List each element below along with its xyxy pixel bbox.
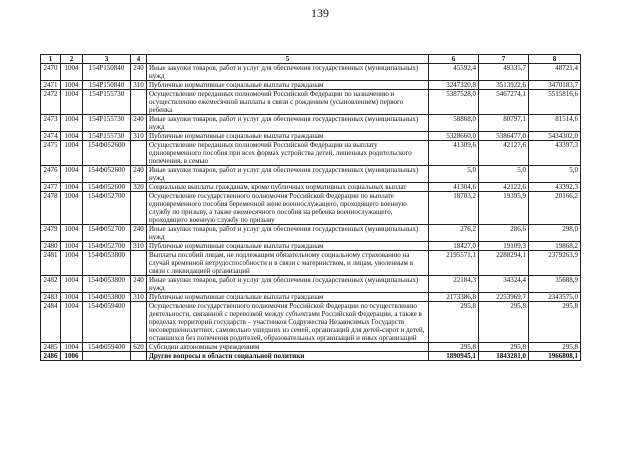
value-col7: 19109,3 xyxy=(479,242,529,251)
table-row xyxy=(41,64,581,81)
section-code: 1004 xyxy=(61,276,83,293)
value-col8: 295,8 xyxy=(529,343,581,352)
target-code: 154Р150840 xyxy=(83,64,131,81)
row-number: 2476 xyxy=(41,166,61,183)
value-col6: 22184,3 xyxy=(429,276,479,293)
target-code: 154Ф052700 xyxy=(83,192,131,225)
expense-type: 310 xyxy=(131,293,147,302)
description: Осуществление государственного полномочия Российской Федерации по осуществлению деятельности, связанной с перевозкой между субъектами Российской Федерации, а также в пределах территорий государств – участников Содружества Независимых Государств несовершеннолетних, самовольно ушедших из семей, организаций для детей-сирот и детей, оставшихся без попечения родителей, образовательных организаций и иных организаций xyxy=(147,302,429,343)
value-col7: 49335,7 xyxy=(479,64,529,81)
expense-type xyxy=(131,251,147,276)
expense-type xyxy=(131,352,147,361)
row-number: 2470 xyxy=(41,64,61,81)
row-number: 2477 xyxy=(41,183,61,192)
value-col8: 43397,3 xyxy=(529,141,581,166)
target-code: 154Ф052600 xyxy=(83,166,131,183)
section-code: 1004 xyxy=(61,343,83,352)
row-number: 2472 xyxy=(41,90,61,115)
value-col7: 5386477,0 xyxy=(479,132,529,141)
value-col8: 295,8 xyxy=(529,302,581,343)
target-code: 154Р150840 xyxy=(83,81,131,90)
value-col7: 42122,6 xyxy=(479,183,529,192)
description: Публичные нормативные социальные выплаты гражданам xyxy=(147,242,429,251)
target-code: 154Ф053800 xyxy=(83,276,131,293)
value-col7: 286,6 xyxy=(479,225,529,242)
row-number: 2483 xyxy=(41,293,61,302)
table-row xyxy=(41,352,581,361)
expense-type: 320 xyxy=(131,183,147,192)
header-cell-1: 1 xyxy=(41,55,61,64)
description: Иные закупки товаров, работ и услуг для обеспечения государственных (муниципальных) нужд xyxy=(147,64,429,81)
value-col6: 45592,4 xyxy=(429,64,479,81)
target-code: 154Р155730 xyxy=(83,90,131,115)
row-number: 2474 xyxy=(41,132,61,141)
table-row xyxy=(41,192,581,225)
table-row xyxy=(41,302,581,343)
row-number: 2473 xyxy=(41,115,61,132)
description: Осуществление переданных полномочий Российской Федерации по назначению и осуществлению ежемесячной выплаты в связи с рождением (усыновлением) первого ребенка xyxy=(147,90,429,115)
description: Публичные нормативные социальные выплаты гражданам xyxy=(147,132,429,141)
section-code: 1004 xyxy=(61,115,83,132)
value-col8: 5515816,6 xyxy=(529,90,581,115)
row-number: 2482 xyxy=(41,276,61,293)
value-col6: 18427,0 xyxy=(429,242,479,251)
section-code: 1004 xyxy=(61,90,83,115)
target-code: 154Ф052700 xyxy=(83,225,131,242)
value-col8: 2379263,9 xyxy=(529,251,581,276)
table-row xyxy=(41,132,581,141)
section-code: 1004 xyxy=(61,242,83,251)
expense-type: 310 xyxy=(131,132,147,141)
section-code: 1004 xyxy=(61,132,83,141)
value-col6: 5,0 xyxy=(429,166,479,183)
row-number: 2485 xyxy=(41,343,61,352)
section-code: 1004 xyxy=(61,293,83,302)
table-row xyxy=(41,166,581,183)
description: Осуществление переданных полномочий Российской Федерации на выплату единовременного пособия при всех формах устройства детей, лишенных родительского попечения, в семью xyxy=(147,141,429,166)
value-col6: 5387528,0 xyxy=(429,90,479,115)
description: Другие вопросы в области социальной политики xyxy=(147,352,429,361)
target-code: 154Р155730 xyxy=(83,132,131,141)
value-col8: 48721,4 xyxy=(529,64,581,81)
value-col8: 298,0 xyxy=(529,225,581,242)
value-col6: 41309,6 xyxy=(429,141,479,166)
row-number: 2475 xyxy=(41,141,61,166)
value-col7: 295,8 xyxy=(479,343,529,352)
section-code: 1004 xyxy=(61,251,83,276)
value-col7: 80797,1 xyxy=(479,115,529,132)
value-col6: 3247320,8 xyxy=(429,81,479,90)
section-code: 1004 xyxy=(61,141,83,166)
value-col7: 295,8 xyxy=(479,302,529,343)
target-code: 154Ф059400 xyxy=(83,302,131,343)
value-col8: 3470183,7 xyxy=(529,81,581,90)
table-row xyxy=(41,293,581,302)
value-col6: 2173386,8 xyxy=(429,293,479,302)
value-col6: 295,8 xyxy=(429,343,479,352)
target-code xyxy=(83,352,131,361)
budget-table xyxy=(40,54,581,361)
description: Осуществление государственного полномочия Российской Федерации по выплате единовременного пособия беременной жене военнослужащего, проходящего военную службу по призыву, а также ежемесячного пособия на ребенка военнослужащего, проходящего военную службу по призыву xyxy=(147,192,429,225)
value-col7: 5467274,1 xyxy=(479,90,529,115)
value-col8: 2343575,0 xyxy=(529,293,581,302)
target-code: 154Ф052600 xyxy=(83,183,131,192)
row-number: 2484 xyxy=(41,302,61,343)
section-code: 1006 xyxy=(61,352,83,361)
table-row xyxy=(41,81,581,90)
description: Публичные нормативные социальные выплаты гражданам xyxy=(147,293,429,302)
header-cell-6: 6 xyxy=(429,55,479,64)
expense-type: 310 xyxy=(131,81,147,90)
row-number: 2481 xyxy=(41,251,61,276)
value-col6: 295,8 xyxy=(429,302,479,343)
section-code: 1004 xyxy=(61,166,83,183)
table-row xyxy=(41,251,581,276)
value-col6: 18703,2 xyxy=(429,192,479,225)
section-code: 1004 xyxy=(61,183,83,192)
target-code: 154Ф052700 xyxy=(83,242,131,251)
header-cell-7: 7 xyxy=(479,55,529,64)
description: Субсидии автономным учреждениям xyxy=(147,343,429,352)
header-cell-2: 2 xyxy=(61,55,83,64)
header-cell-8: 8 xyxy=(529,55,581,64)
table-row xyxy=(41,183,581,192)
description: Публичные нормативные социальные выплаты гражданам xyxy=(147,81,429,90)
header-cell-4: 4 xyxy=(131,55,147,64)
value-col8: 5,0 xyxy=(529,166,581,183)
value-col7: 42127,6 xyxy=(479,141,529,166)
table-row xyxy=(41,225,581,242)
header-cell-5: 5 xyxy=(147,55,429,64)
table-row xyxy=(41,276,581,293)
value-col8: 35688,9 xyxy=(529,276,581,293)
target-code: 154Ф053800 xyxy=(83,251,131,276)
value-col8: 1966808,1 xyxy=(529,352,581,361)
expense-type xyxy=(131,192,147,225)
section-code: 1004 xyxy=(61,192,83,225)
row-number: 2480 xyxy=(41,242,61,251)
section-code: 1004 xyxy=(61,81,83,90)
table-row xyxy=(41,242,581,251)
section-code: 1004 xyxy=(61,302,83,343)
section-code: 1004 xyxy=(61,225,83,242)
value-col7: 34324,4 xyxy=(479,276,529,293)
page-number: 139 xyxy=(311,6,329,20)
table-row xyxy=(41,343,581,352)
value-col6: 1890945,1 xyxy=(429,352,479,361)
row-number: 2486 xyxy=(41,352,61,361)
value-col7: 5,0 xyxy=(479,166,529,183)
expense-type xyxy=(131,302,147,343)
target-code: 154Р155730 xyxy=(83,115,131,132)
expense-type: 240 xyxy=(131,225,147,242)
row-number: 2479 xyxy=(41,225,61,242)
table-row xyxy=(41,141,581,166)
target-code: 154Ф059400 xyxy=(83,343,131,352)
value-col8: 19868,2 xyxy=(529,242,581,251)
description: Иные закупки товаров, работ и услуг для обеспечения государственных (муниципальных) нужд xyxy=(147,115,429,132)
value-col6: 276,2 xyxy=(429,225,479,242)
value-col6: 58868,0 xyxy=(429,115,479,132)
row-number: 2471 xyxy=(41,81,61,90)
header-cell-3: 3 xyxy=(83,55,131,64)
value-col8: 43392,3 xyxy=(529,183,581,192)
expense-type: 310 xyxy=(131,242,147,251)
expense-type: 240 xyxy=(131,276,147,293)
section-code: 1004 xyxy=(61,64,83,81)
value-col6: 2195571,1 xyxy=(429,251,479,276)
value-col7: 19395,9 xyxy=(479,192,529,225)
value-col8: 81514,6 xyxy=(529,115,581,132)
target-code: 154Ф052600 xyxy=(83,141,131,166)
value-col8: 5434302,0 xyxy=(529,132,581,141)
description: Иные закупки товаров, работ и услуг для обеспечения государственных (муниципальных) нужд xyxy=(147,276,429,293)
table-row xyxy=(41,115,581,132)
description: Иные закупки товаров, работ и услуг для обеспечения государственных (муниципальных) нужд xyxy=(147,166,429,183)
description: Иные закупки товаров, работ и услуг для обеспечения государственных (муниципальных) нужд xyxy=(147,225,429,242)
expense-type: 240 xyxy=(131,64,147,81)
description: Социальные выплаты гражданам, кроме публичных нормативных социальных выплат xyxy=(147,183,429,192)
table-row xyxy=(41,90,581,115)
value-col6: 5328660,0 xyxy=(429,132,479,141)
value-col8: 20166,2 xyxy=(529,192,581,225)
row-number: 2478 xyxy=(41,192,61,225)
value-col7: 1843281,0 xyxy=(479,352,529,361)
value-col7: 2253969,7 xyxy=(479,293,529,302)
expense-type: 620 xyxy=(131,343,147,352)
table-header-row xyxy=(41,55,581,64)
expense-type xyxy=(131,141,147,166)
expense-type: 240 xyxy=(131,166,147,183)
expense-type: 240 xyxy=(131,115,147,132)
value-col7: 2288294,1 xyxy=(479,251,529,276)
expense-type xyxy=(131,90,147,115)
value-col6: 41304,6 xyxy=(429,183,479,192)
target-code: 154Ф053800 xyxy=(83,293,131,302)
value-col7: 3513922,6 xyxy=(479,81,529,90)
description: Выплаты пособий лицам, не подлежащим обязательному социальному страхованию на случай временной нетрудоспособности и в связи с материнством, и лицам, уволенным в связи с ликвидацией организаций xyxy=(147,251,429,276)
